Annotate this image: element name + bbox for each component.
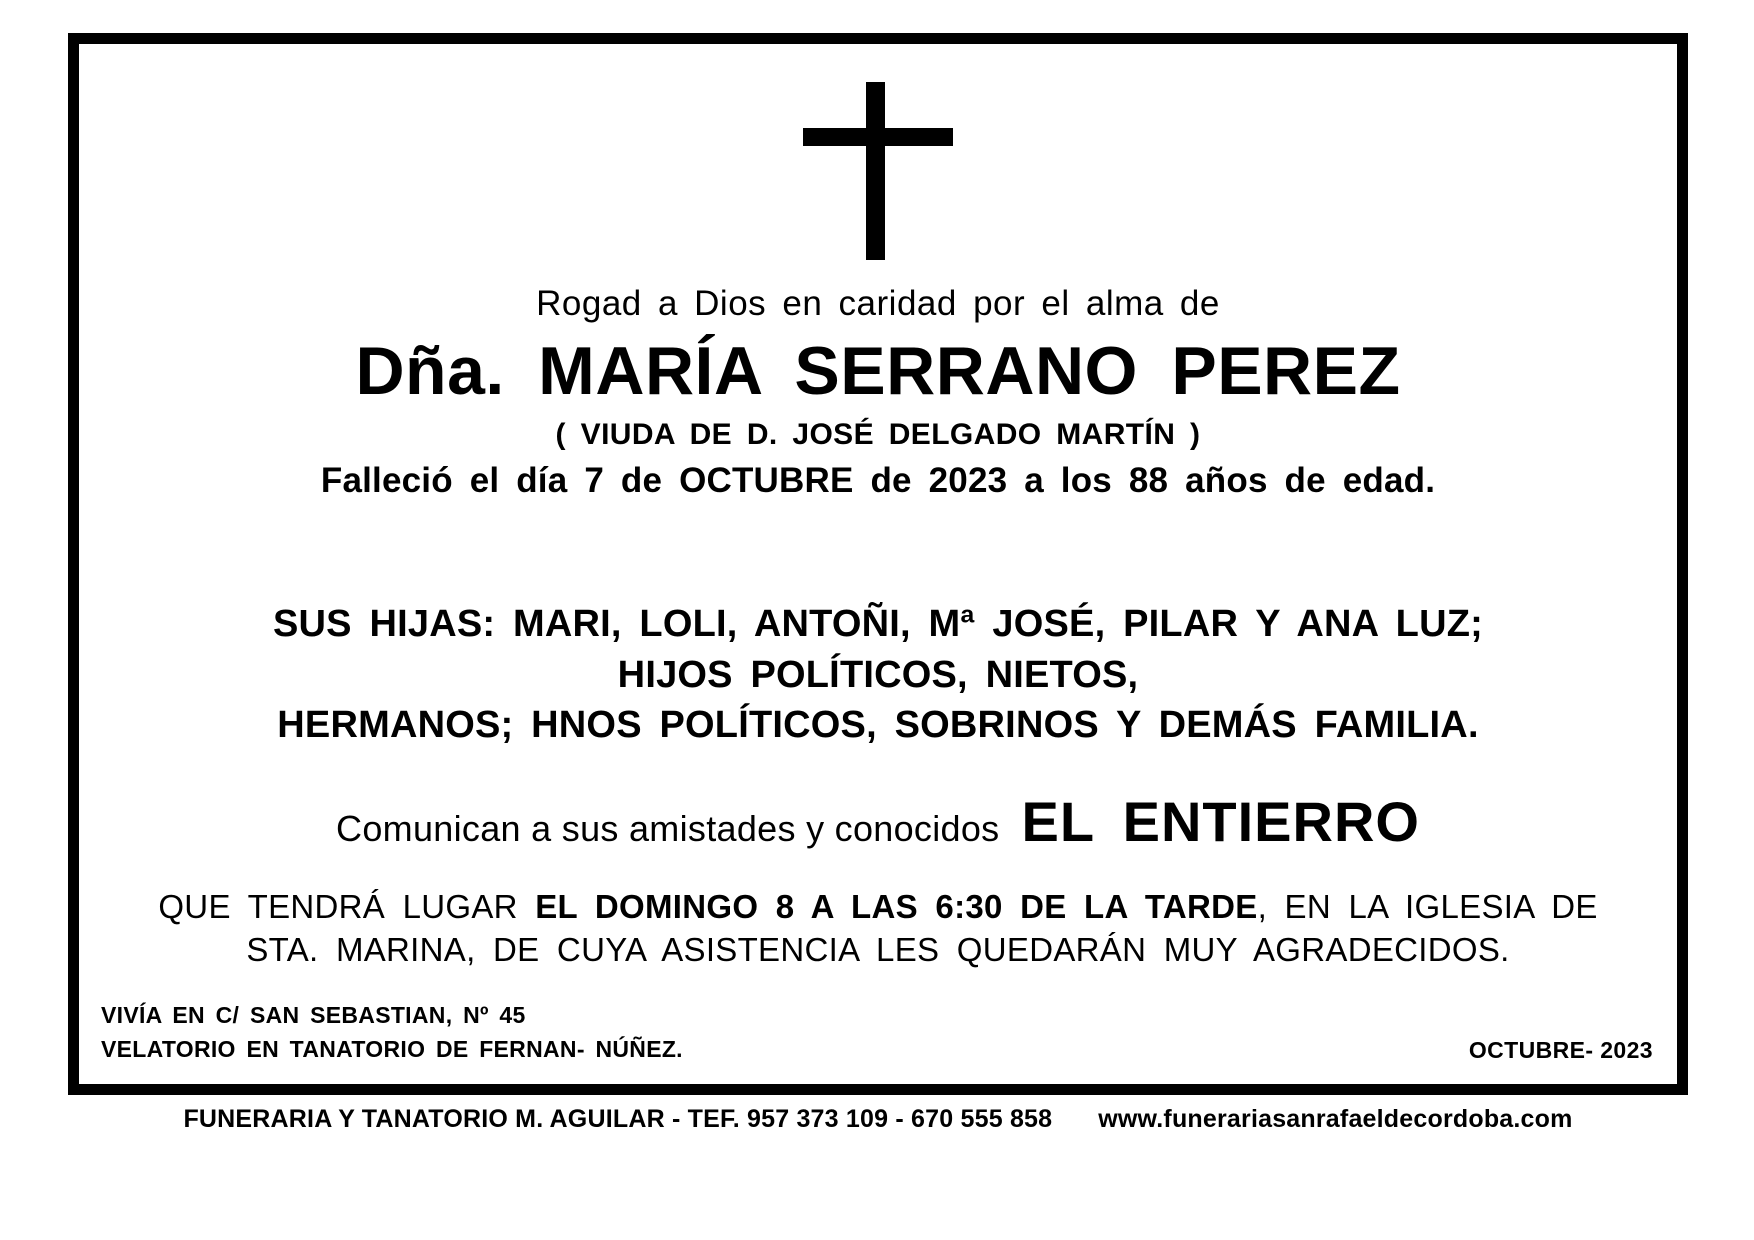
- ceremony-line-1-pre: QUE TENDRÁ LUGAR: [158, 888, 536, 925]
- ceremony-line-2: STA. MARINA, DE CUYA ASISTENCIA LES QUEDARÁN MUY AGRADECIDOS.: [246, 930, 1510, 968]
- date-stamp: OCTUBRE- 2023: [1468, 1037, 1653, 1063]
- funeral-home-label: FUNERARIA Y TANATORIO M. AGUILAR - TEF. 957 373 109 - 670 555 858: [183, 1105, 1053, 1133]
- family-line-1: SUS HIJAS: MARI, LOLI, ANTOÑI, Mª JOSÉ, PILAR Y ANA LUZ;: [272, 603, 1483, 645]
- communicate-text: Comunican a sus amistades y conocidos: [336, 808, 1000, 849]
- family-block: [101, 599, 1655, 751]
- latin-cross-icon: [803, 82, 953, 260]
- address-line: VIVÍA EN C/ SAN SEBASTIAN, Nº 45: [101, 1002, 526, 1029]
- wake-line: VELATORIO EN TANATORIO DE FERNAN- NÚÑEZ.: [101, 1035, 683, 1062]
- communicate-block: [101, 789, 1655, 854]
- cross-icon-container: [79, 82, 1677, 260]
- family-line-3: HERMANOS; HNOS POLÍTICOS, SOBRINOS Y DEMÁS FAMILIA.: [277, 704, 1479, 747]
- deceased-block: [101, 284, 1655, 503]
- cross-vertical-bar: [866, 82, 885, 260]
- deceased-name: Dña. MARÍA SERRANO PEREZ: [355, 333, 1401, 410]
- widow-line: ( VIUDA DE D. JOSÉ DELGADO MARTÍN ): [555, 418, 1201, 452]
- ceremony-line-1-bold: EL DOMINGO 8 A LAS 6:30 DE LA TARDE: [535, 888, 1258, 925]
- residence-block: [101, 999, 683, 1066]
- cross-horizontal-bar: [803, 128, 953, 146]
- obituary-notice-card: [68, 33, 1688, 1095]
- website-link[interactable]: www.funerariasanrafaeldecordoba.com: [1098, 1105, 1573, 1133]
- ceremony-line-1-post: , EN LA IGLESIA DE: [1257, 888, 1598, 925]
- notice-inner: [79, 44, 1677, 1084]
- burial-highlight: EL ENTIERRO: [1021, 790, 1420, 853]
- ceremony-line-1: [101, 886, 1655, 929]
- family-line-2: HIJOS POLÍTICOS, NIETOS,: [617, 653, 1139, 696]
- prayer-line: Rogad a Dios en caridad por el alma de: [536, 284, 1220, 323]
- death-date-line: Falleció el día 7 de OCTUBRE de 2023 a los 88 años de edad.: [320, 461, 1436, 501]
- provider-footer: [68, 1105, 1688, 1134]
- ceremony-details-block: [101, 886, 1655, 972]
